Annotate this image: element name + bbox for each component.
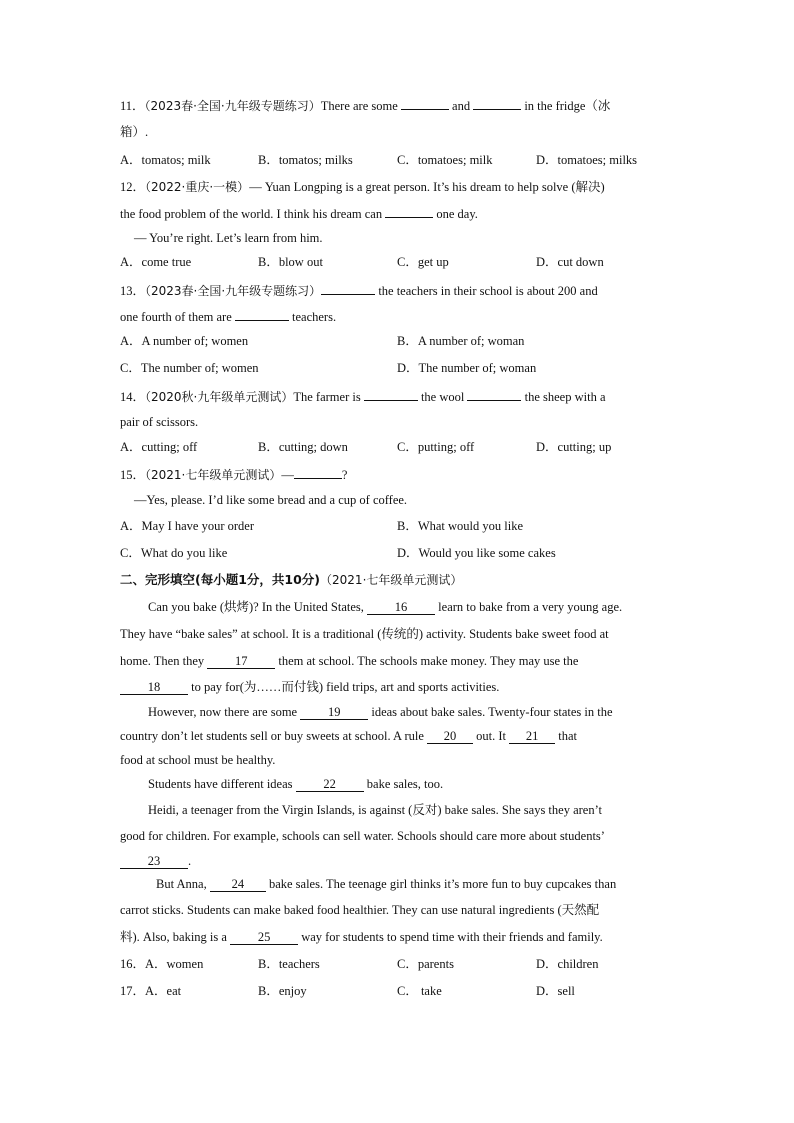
- answer-blank: [235, 307, 289, 321]
- answer-blank: [294, 465, 342, 479]
- option-a: A．tomatos; milk: [120, 153, 211, 167]
- question-11-line2: 箱）.: [120, 125, 149, 139]
- passage-text: But Anna,: [156, 877, 207, 891]
- option-16-d: D．children: [536, 957, 599, 971]
- passage-text: Can you bake (烘烤)? In the United States,: [148, 600, 364, 614]
- question-source: （2021·七年级单元测试）: [145, 468, 282, 482]
- passage-text: .: [188, 854, 192, 868]
- option-b: B．A number of; woman: [397, 334, 525, 348]
- answer-blank: [321, 281, 375, 295]
- passage-line: [148, 598, 622, 616]
- passage-line: [120, 678, 499, 696]
- question-text: There are some: [320, 99, 398, 113]
- question-15-line2: —Yes, please. I’d like some bread and a cup of coffee.: [134, 493, 408, 507]
- option-a: A．cutting; off: [120, 440, 198, 454]
- section-title: 二、完形填空(每小题1分，共10分): [120, 572, 321, 587]
- option-17-a: 17．A．eat: [120, 984, 182, 998]
- question-source: （2023春·全国·九年级专题练习）: [144, 99, 321, 113]
- question-number: 11．: [120, 99, 145, 113]
- question-source: （2022·重庆·一模）: [145, 180, 250, 194]
- option-d: D．The number of; woman: [397, 361, 537, 375]
- passage-line: carrot sticks. Students can make baked food healthier. They can use natural ingredients (天然配: [120, 903, 600, 917]
- option-b: B．blow out: [258, 255, 323, 269]
- cloze-blank-19: 19: [300, 705, 368, 720]
- option-d: D．cut down: [536, 255, 604, 269]
- question-source: （2023春·全国·九年级专题练习）: [145, 284, 322, 298]
- option-d: D．Would you like some cakes: [397, 546, 556, 560]
- option-a: A．May I have your order: [120, 519, 254, 533]
- cloze-blank-17: 17: [207, 654, 275, 669]
- cloze-blank-25: 25: [230, 930, 298, 945]
- cloze-blank-23: 23: [120, 854, 188, 869]
- passage-text: out. It: [476, 729, 507, 743]
- option-d: D．tomatoes; milks: [536, 153, 638, 167]
- option-c: C．putting; off: [397, 440, 475, 454]
- answer-blank: [385, 204, 433, 218]
- option-d: D．cutting; up: [536, 440, 612, 454]
- section-source: （2021·七年级单元测试）: [320, 573, 463, 587]
- question-text: the sheep with a: [524, 390, 606, 404]
- passage-text: However, now there are some: [148, 705, 298, 719]
- passage-text: 料). Also, baking is a: [120, 930, 227, 944]
- answer-blank: [364, 387, 418, 401]
- passage-line: They have “bake sales” at school. It is a traditional (传统的) activity. Students bake sweet food at: [120, 627, 609, 641]
- option-b: B．cutting; down: [258, 440, 348, 454]
- section-2-heading: [120, 571, 462, 589]
- question-text: —: [281, 468, 294, 482]
- question-number: 14．: [120, 390, 146, 404]
- question-text: teachers.: [292, 310, 337, 324]
- passage-text: bake sales, too.: [366, 777, 444, 791]
- passage-text: way for students to spend time with their friends and family.: [301, 930, 603, 944]
- passage-line: [120, 852, 191, 870]
- cloze-blank-21: 21: [509, 729, 555, 744]
- passage-text: learn to bake from a very young age.: [438, 600, 623, 614]
- question-14-line2: pair of scissors.: [120, 415, 199, 429]
- question-14-line1: [120, 387, 606, 406]
- question-text: and: [452, 99, 471, 113]
- question-12-line1: [120, 178, 605, 196]
- cloze-blank-16: 16: [367, 600, 435, 615]
- question-source: （2020秋·九年级单元测试）: [145, 390, 294, 404]
- question-text: the wool: [420, 390, 465, 404]
- option-17-d: D．sell: [536, 984, 575, 998]
- passage-line: food at school must be healthy.: [120, 753, 276, 767]
- question-text: one day.: [436, 207, 478, 221]
- cloze-blank-20: 20: [427, 729, 473, 744]
- passage-text: to pay for(为……而付钱) field trips, art and sports activities.: [191, 680, 500, 694]
- option-b: B．tomatos; milks: [258, 153, 353, 167]
- answer-blank: [473, 96, 521, 110]
- option-b: B．What would you like: [397, 519, 524, 533]
- question-11-line1: [120, 96, 610, 115]
- passage-line: Heidi, a teenager from the Virgin Islands, is against (反对) bake sales. She says they aren’t: [148, 803, 602, 817]
- option-a: A．A number of; women: [120, 334, 249, 348]
- question-12-line3: — You’re right. Let’s learn from him.: [134, 231, 323, 245]
- passage-line: [120, 652, 578, 670]
- option-c: C．The number of; women: [120, 361, 259, 375]
- question-number: 13．: [120, 284, 146, 298]
- answer-blank: [467, 387, 521, 401]
- passage-text: home. Then they: [120, 654, 205, 668]
- answer-blank: [401, 96, 449, 110]
- passage-text: Students have different ideas: [148, 777, 293, 791]
- question-text: the food problem of the world. I think his dream can: [120, 207, 383, 221]
- passage-text: bake sales. The teenage girl thinks it’s more fun to buy cupcakes than: [268, 877, 617, 891]
- question-text: ?: [341, 468, 348, 482]
- cloze-blank-18: 18: [120, 680, 188, 695]
- option-c: C．tomatoes; milk: [397, 153, 493, 167]
- option-17-c: C． take: [397, 984, 442, 998]
- option-16-c: C．parents: [397, 957, 454, 971]
- option-c: C．What do you like: [120, 546, 228, 560]
- option-c: C．get up: [397, 255, 449, 269]
- cloze-blank-22: 22: [296, 777, 364, 792]
- passage-line: [148, 703, 613, 721]
- question-text: one fourth of them are: [120, 310, 232, 324]
- passage-line: good for children. For example, schools can sell water. Schools should care more about students’: [120, 829, 605, 843]
- passage-line: [148, 775, 443, 793]
- cloze-blank-24: 24: [210, 877, 266, 892]
- question-text: — Yuan Longping is a great person. It’s his dream to help solve (解决): [249, 180, 605, 194]
- option-16-b: B．teachers: [258, 957, 320, 971]
- question-text: The farmer is: [293, 390, 361, 404]
- option-16-a: 16．A．women: [120, 957, 204, 971]
- question-13-line2: [120, 307, 336, 326]
- passage-text: ideas about bake sales. Twenty-four states in the: [371, 705, 613, 719]
- option-a: A．come true: [120, 255, 192, 269]
- question-text: in the fridge（冰: [524, 99, 611, 113]
- question-number: 12．: [120, 180, 146, 194]
- passage-line: [120, 727, 577, 745]
- option-17-b: B．enjoy: [258, 984, 307, 998]
- question-12-line2: [120, 204, 478, 223]
- question-15-line1: [120, 465, 347, 484]
- question-13-line1: [120, 281, 598, 300]
- passage-text: country don’t let students sell or buy sweets at school. A rule: [120, 729, 424, 743]
- passage-line: [156, 875, 616, 893]
- passage-line: [120, 928, 603, 946]
- question-text: the teachers in their school is about 200 and: [378, 284, 598, 298]
- passage-text: that: [558, 729, 578, 743]
- question-number: 15．: [120, 468, 146, 482]
- passage-text: them at school. The schools make money. They may use the: [278, 654, 579, 668]
